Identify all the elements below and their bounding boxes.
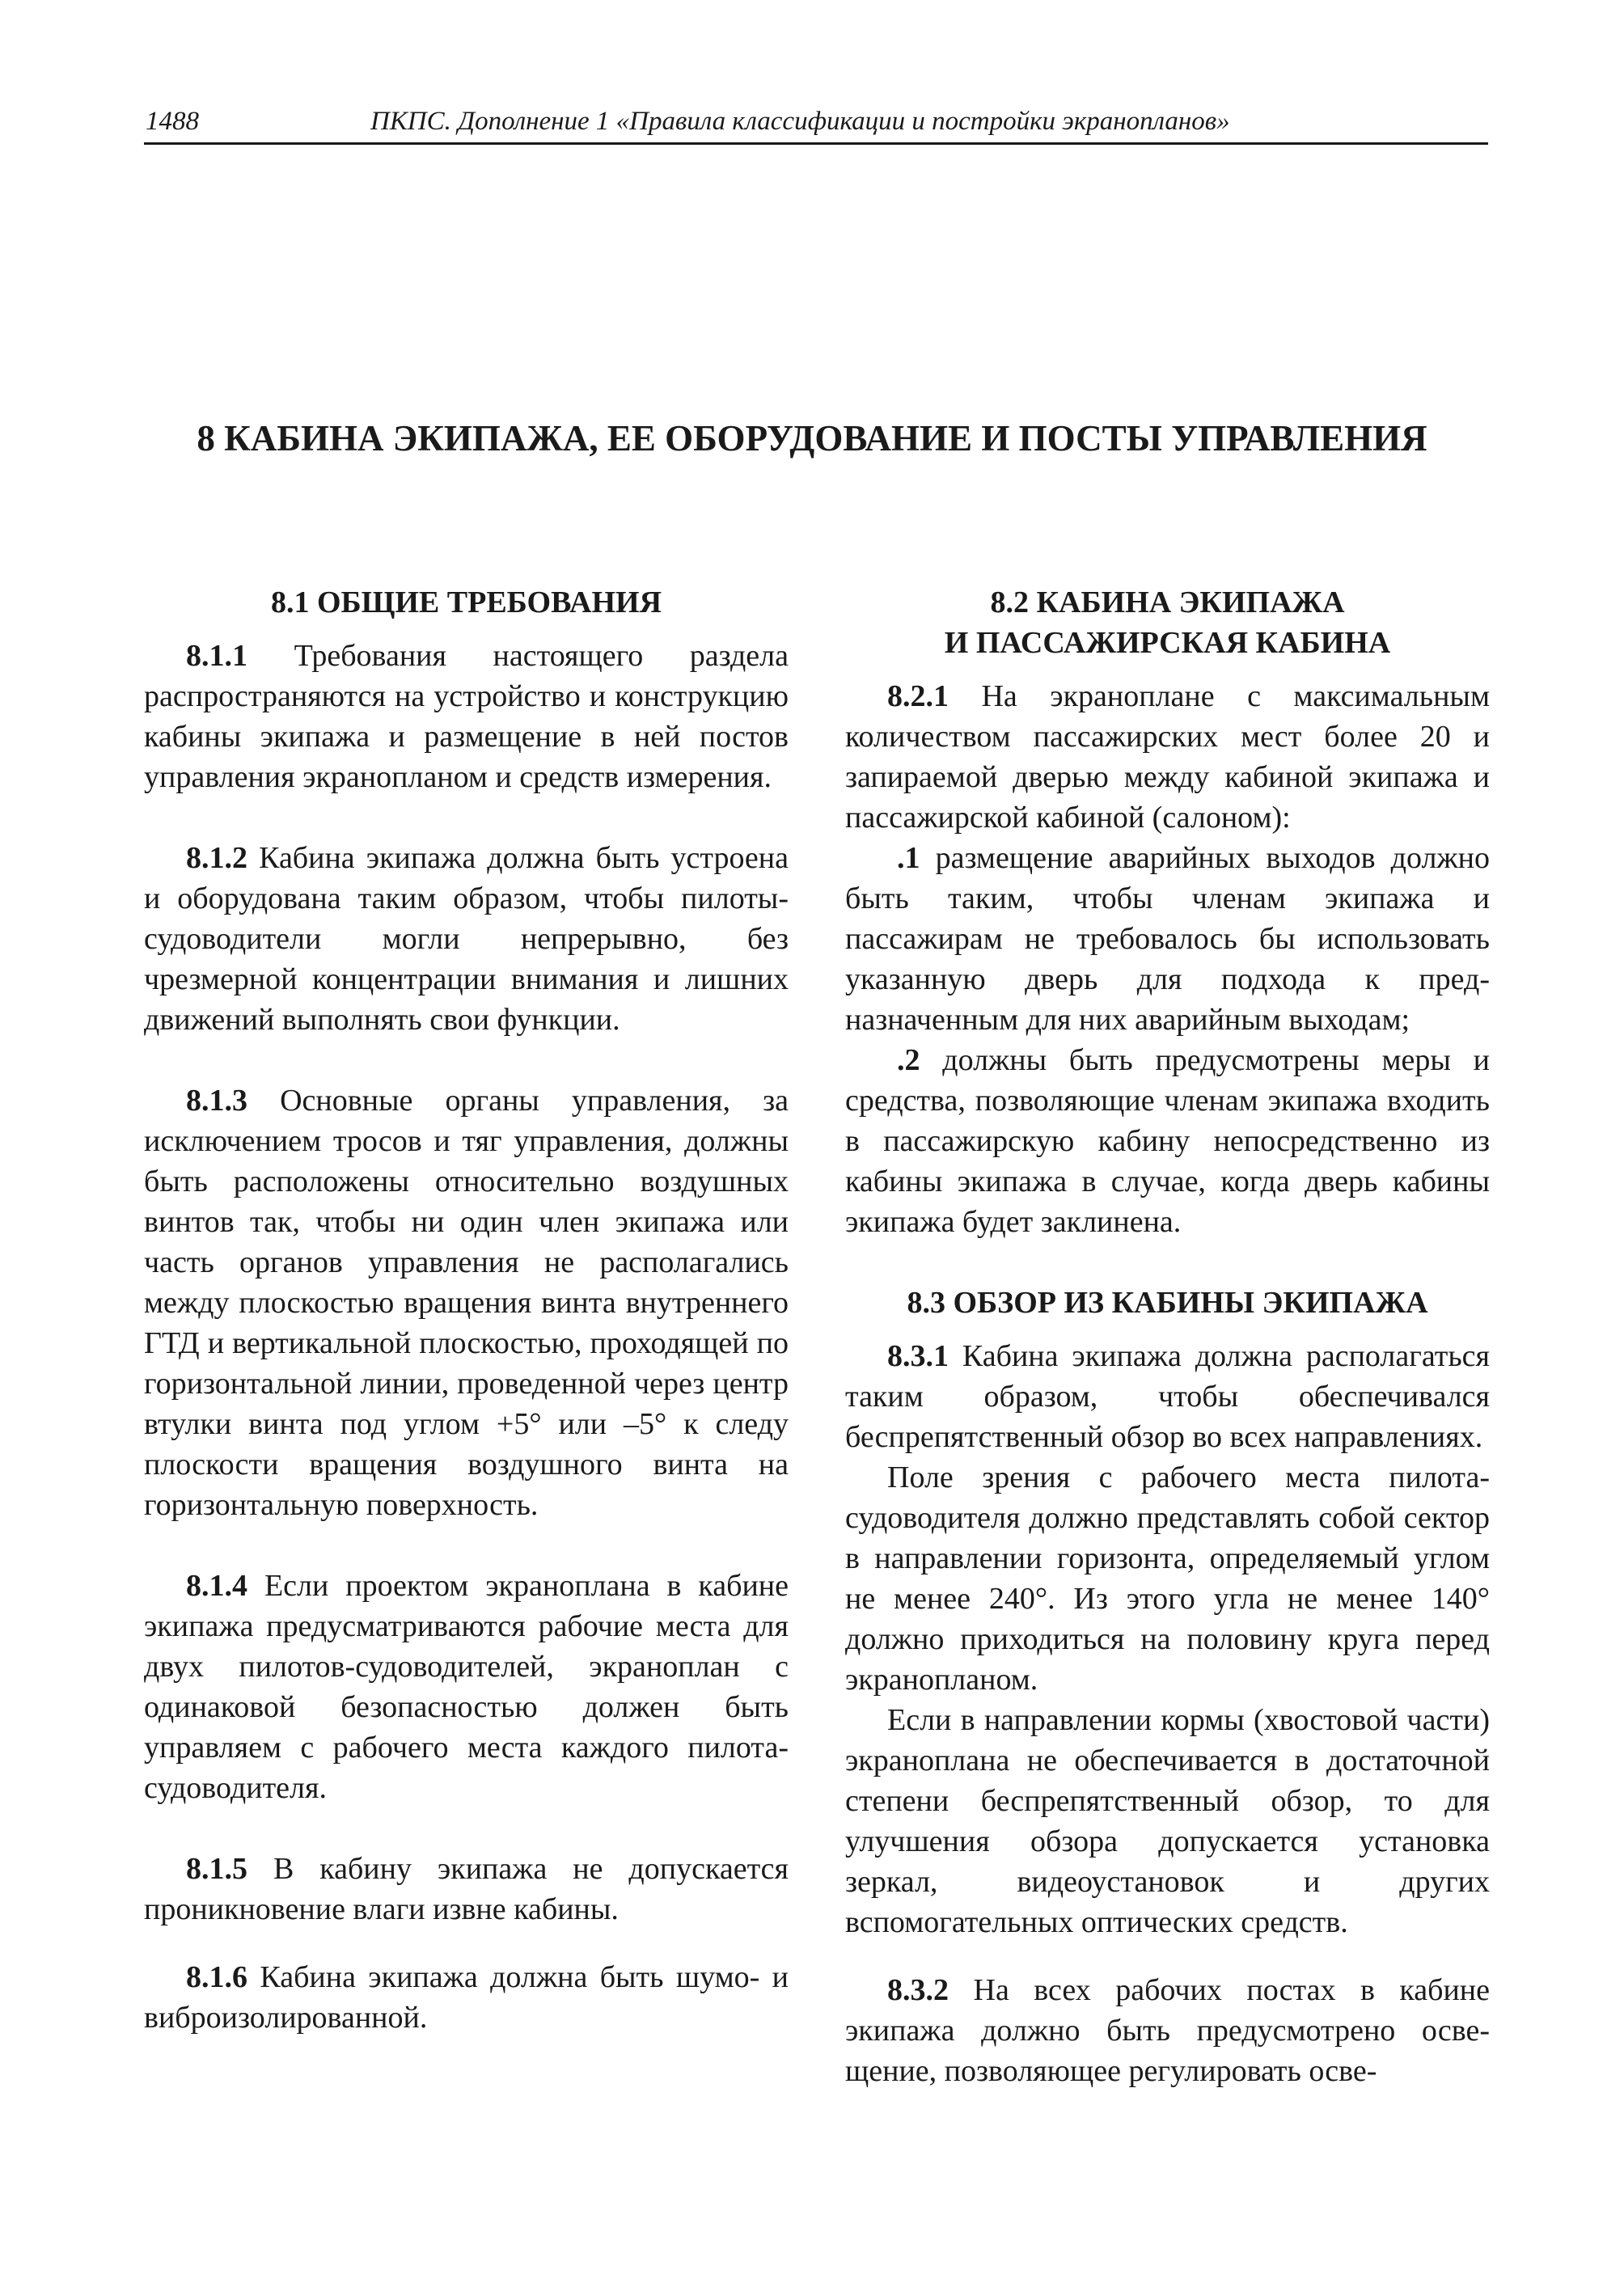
clause-text: Кабина экипажа должна быть устроена и оборудована таким образом, чтобы пилоты-судоводители могли непрерывно, без чрезмерной концентрации внимания и лишних движений выполнять свои функции. (144, 841, 789, 1037)
right-column (845, 582, 1490, 2091)
clause-text: Основные органы управления, за исключением тросов и тяг управления, должны быть расположены относительно воздушных винтов так, чтобы ни один член экипажа или часть органов управления не располагались между плоскостью вращения винта внутреннего ГТД и вертикальной плоскостью, проходящей по горизонтальной линии, проведенной через центр втулки винта под углом +5° или –5° к следу плоскости вращения воздушного винта на горизонтальную поверхность. (144, 1084, 789, 1522)
list-text: должны быть предусмотрены меры и средства, позволяющие членам экипажа входить в пассажирскую кабину непосредственно из кабины экипажа в случае, когда дверь кабины экипажа будет заклинена. (845, 1043, 1490, 1239)
list-item-1 (845, 838, 1490, 1040)
clause-text: Требования настоящего раздела распространяются на устройство и конструкцию кабины экипажа и размещение в ней постов управления экранопланом и средств измерения. (144, 639, 789, 794)
clause-number: 8.1.5 (186, 1852, 247, 1886)
list-item-2 (845, 1040, 1490, 1242)
paragraph-field-of-view: Поле зрения с рабочего места пилота-судоводителя должно представлять собой сектор в направлении горизонта, определяемый углом не менее 240°. Из этого угла не менее 140° должно приходиться на половину круга перед экранопланом. (845, 1460, 1490, 1697)
section-8-2-title-line2: И ПАССАЖИРСКАЯ КАБИНА (944, 626, 1391, 660)
page-number: 1488 (146, 107, 199, 136)
clause-text: На всех рабочих постах в кабине экипажа должно быть предусмотрено освещение, позволяющее регулировать осве- (845, 1973, 1491, 2088)
paragraph-8-1-2 (144, 838, 789, 1040)
clause-number: 8.1.6 (186, 1960, 247, 1994)
clause-text: На экраноплане с максимальным количеством пассажирских мест более 20 и запираемой дверью между кабиной экипажа и пассажирской кабиной (салоном): (845, 679, 1490, 835)
clause-number: 8.1.1 (186, 639, 247, 673)
list-number: .2 (897, 1043, 920, 1077)
section-8-1-title: 8.1 ОБЩИЕ ТРЕБОВАНИЯ (270, 585, 662, 619)
section-8-2-title-line1: 8.2 КАБИНА ЭКИПАЖА (990, 585, 1345, 619)
clause-text: В кабину экипажа не допускается проникновение влаги извне кабины. (144, 1852, 789, 1926)
list-text: размещение аварийных выходов должно быть таким, чтобы членам экипажа и пассажирам не требовалось бы использовать указанную дверь для подхода к предназначенным для них аварийным выходам; (845, 841, 1491, 1037)
paragraph-8-3-2 (845, 1970, 1490, 2091)
section-8-2-title (925, 582, 1410, 663)
chapter-title: 8 КАБИНА ЭКИПАЖА, ЕЕ ОБОРУДОВАНИЕ И ПОСТЫ УПРАВЛЕНИЯ (197, 418, 1427, 459)
clause-number: 8.1.4 (186, 1569, 247, 1603)
clause-text: Если проектом экраноплана в кабине экипажа предусматриваются рабочие места для двух пилотов-судоводителей, экраноплан с одинаковой безопасностью должен быть управляем с рабочего места каждого пилота-судоводителя. (144, 1569, 789, 1805)
paragraph-rear-view: Если в направлении кормы (хвостовой части) экраноплана не обеспечивается в достаточной степени беспрепятственный обзор, то для улучшения обзора допускается установка зеркал, видеоустановок и других вспомогательных оптических средств. (845, 1703, 1490, 1939)
clause-number: 8.3.1 (887, 1339, 949, 1373)
section-8-3-title: 8.3 ОБЗОР ИЗ КАБИНЫ ЭКИПАЖА (907, 1286, 1428, 1320)
clause-number: 8.3.2 (887, 1973, 949, 2007)
list-number: .1 (897, 841, 920, 875)
paragraph-8-1-1 (144, 636, 789, 797)
clause-number: 8.2.1 (887, 679, 949, 713)
paragraph-8-3-1 (845, 1336, 1490, 1457)
clause-number: 8.1.3 (186, 1084, 247, 1118)
left-column (144, 582, 789, 2038)
paragraph-8-1-3 (144, 1080, 789, 1525)
running-title: ПКПС. Дополнение 1 «Правила классификации и постройки экранопланов» (370, 107, 1230, 136)
paragraph-8-1-6 (144, 1957, 789, 2038)
paragraph-8-2-1 (845, 676, 1490, 838)
clause-text: Кабина экипажа должна быть шумо- и виброизолированной. (144, 1960, 789, 2035)
paragraph-8-1-5 (144, 1849, 789, 1930)
clause-number: 8.1.2 (186, 841, 247, 875)
page-header (144, 107, 1488, 145)
paragraph-8-1-4 (144, 1566, 789, 1808)
clause-text: Кабина экипажа должна располагаться таким образом, чтобы обеспечивался беспрепятственный обзор во всех направлениях. (845, 1339, 1491, 1454)
